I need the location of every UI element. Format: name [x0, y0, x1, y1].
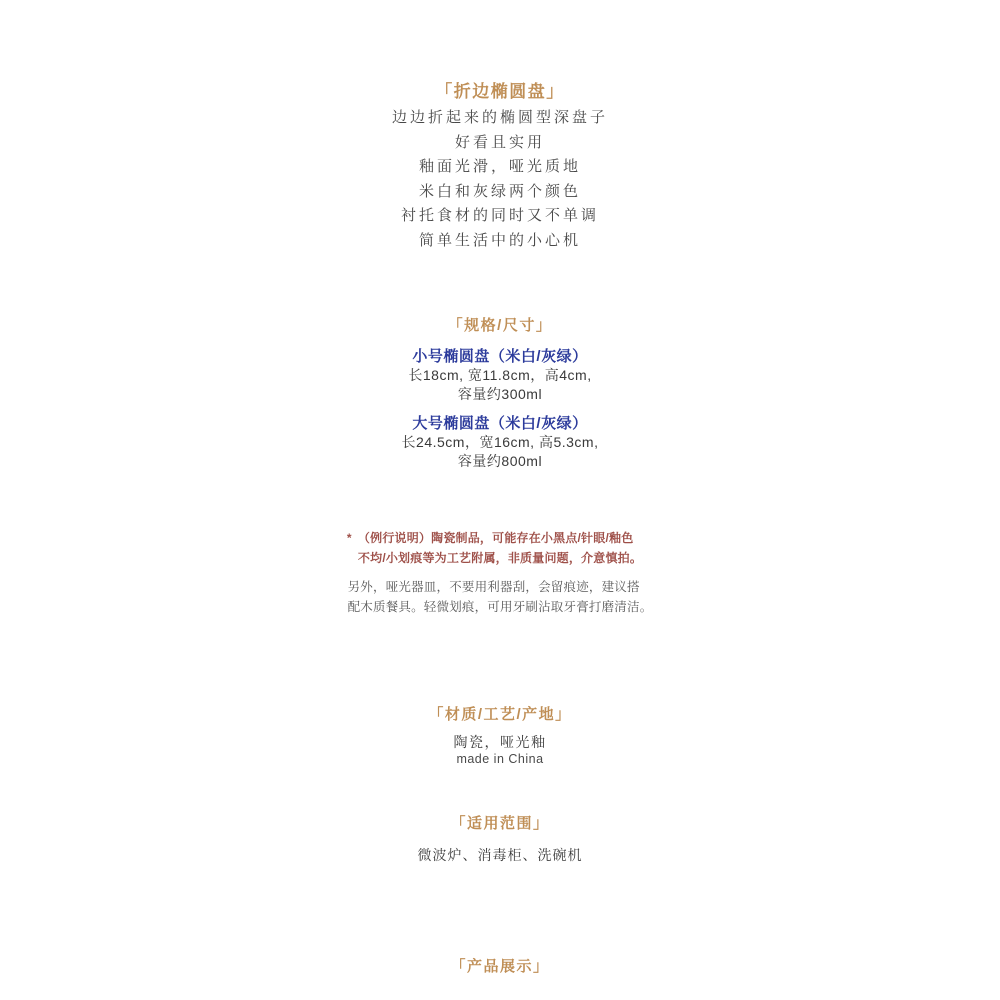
origin-line: made in China [456, 752, 544, 766]
material-section-title: 「材质/工艺/产地」 [428, 706, 572, 723]
intro-line: 釉面光滑，哑光质地 [418, 158, 581, 175]
spec-small-dimensions: 长18cm, 宽11.8cm，高4cm, [408, 367, 592, 383]
showcase-section-title: 「产品展示」 [450, 958, 550, 975]
notice-text [346, 529, 643, 568]
spec-large-name: 大号椭圆盘（米白/灰绿） [412, 415, 588, 432]
intro-line: 边边折起来的椭圆型深盘子 [391, 109, 608, 126]
care-text [348, 578, 653, 617]
spec-large-dimensions: 长24.5cm，宽16cm, 高5.3cm, [401, 434, 599, 450]
intro-line: 简单生活中的小心机 [418, 231, 581, 249]
material-line: 陶瓷，哑光釉 [453, 734, 547, 750]
range-line: 微波炉、消毒柜、洗碗机 [417, 847, 583, 863]
spec-large-capacity: 容量约800ml [457, 453, 543, 469]
care-block [0, 578, 1000, 617]
spec-item-small [0, 347, 1000, 404]
intro-line: 好看且实用 [454, 133, 545, 151]
spec-small-capacity: 容量约300ml [457, 386, 543, 402]
range-section-title: 「适用范围」 [450, 815, 550, 832]
specs-section-title: 「规格/尺寸」 [447, 317, 553, 334]
notice-block [0, 529, 1000, 568]
intro-line: 衬托食材的同时又不单调 [400, 207, 599, 224]
notice-line: （例行说明）陶瓷制品，可能存在小黑点/针眼/釉色 [357, 531, 634, 545]
care-line: 配木质餐具。轻微划痕，可用牙刷沾取牙膏打磨清洁。 [347, 599, 653, 614]
asterisk-marker: * [346, 531, 352, 545]
intro-text-block [0, 106, 1000, 253]
spec-item-large [0, 414, 1000, 471]
notice-line: 不均/小划痕等为工艺附属，非质量问题，介意慎拍。 [357, 550, 643, 565]
spec-small-name: 小号椭圆盘（米白/灰绿） [412, 348, 588, 365]
care-line: 另外，哑光器皿，不要用利器刮，会留痕迹，建议搭 [347, 580, 640, 594]
intro-line: 米白和灰绿两个颜色 [418, 182, 581, 200]
product-title: 「折边椭圆盘」 [435, 82, 565, 101]
